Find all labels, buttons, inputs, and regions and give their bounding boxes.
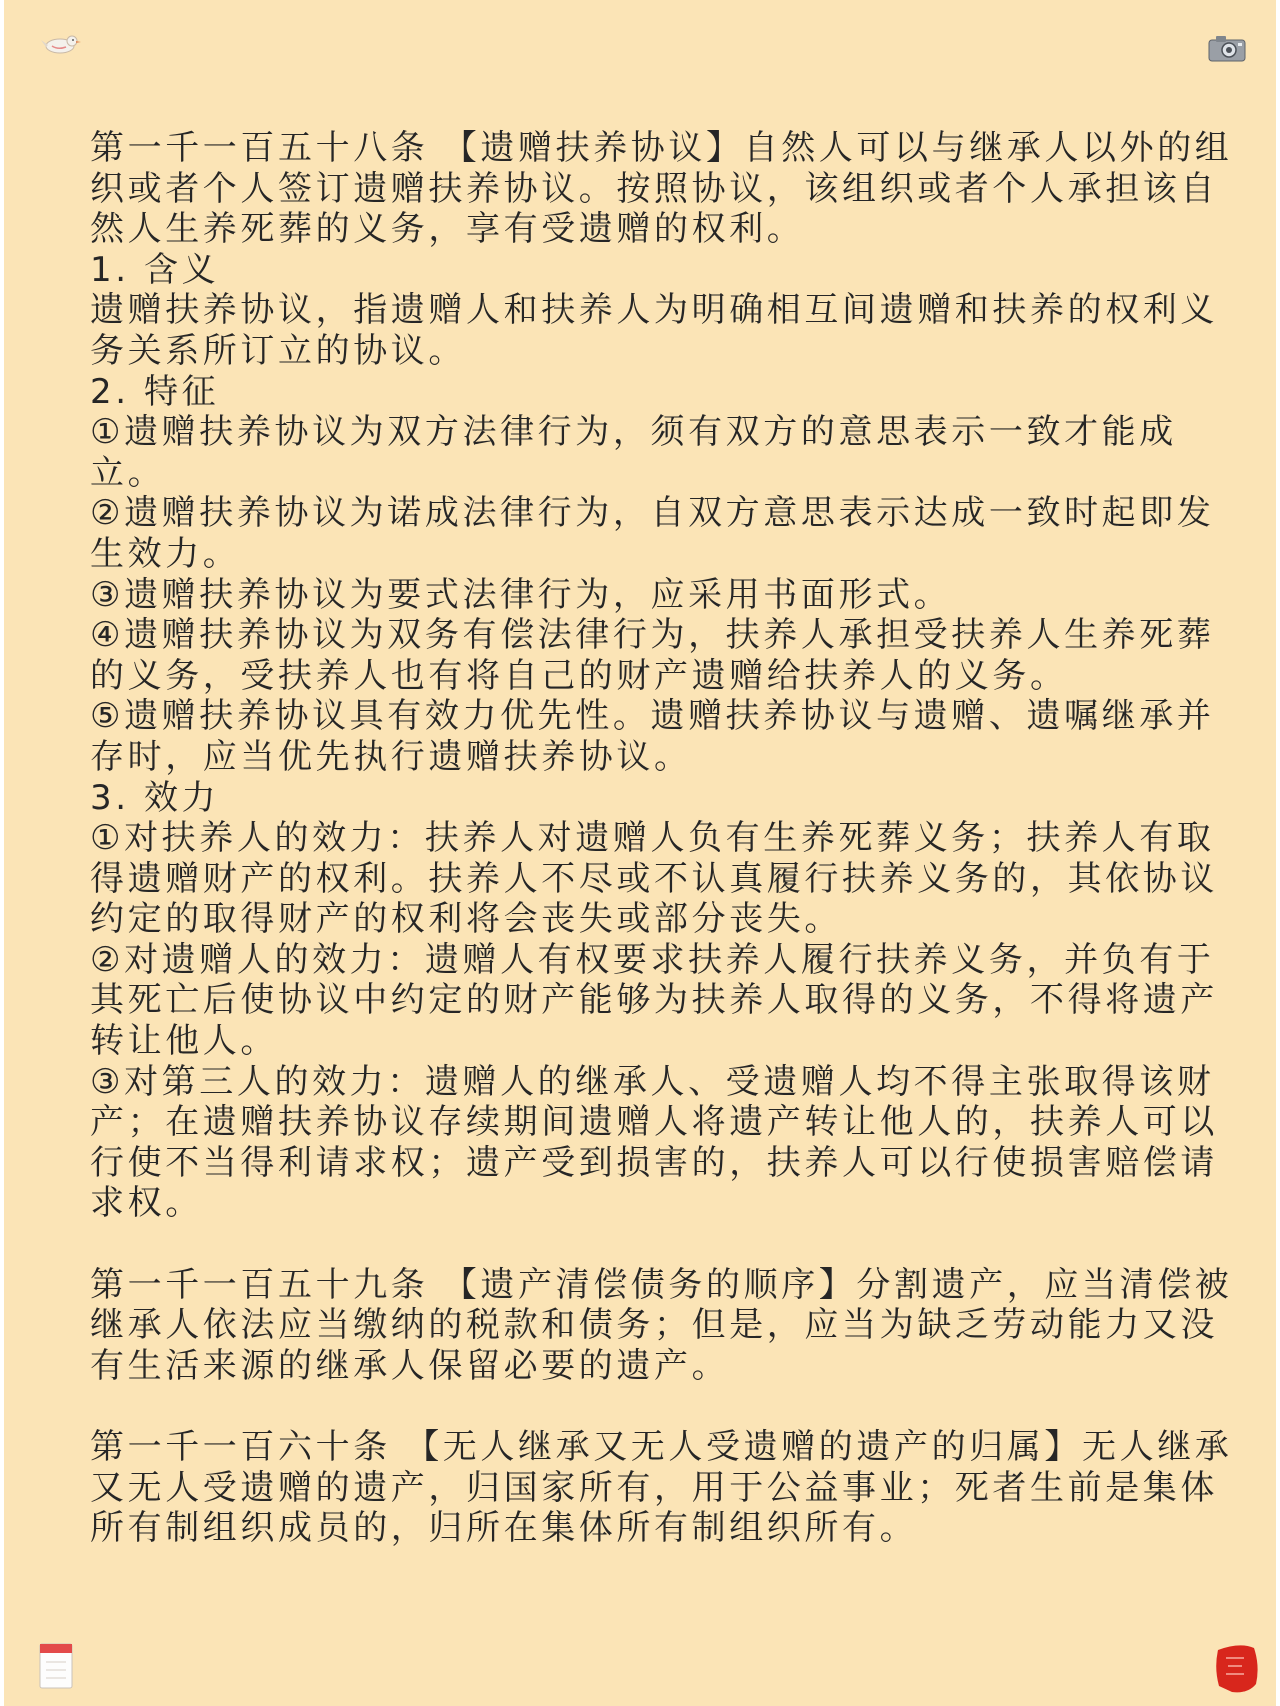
article-1158: 第一千一百五十八条 【遗赠扶养协议】自然人可以与继承人以外的组织或者个人签订遗赠扶养协议。按照协议，该组织或者个人承担该自然人生养死葬的义务，享有受遗赠的权利。	[90, 128, 1233, 250]
effect-item-3: ③对第三人的效力：遗赠人的继承人、受遗赠人均不得主张取得该财产；在遗赠扶养协议存续期间遗赠人将遗产转让他人的，扶养人可以行使不当得利请求权；遗产受到损害的，扶养人可以行使损害赔偿请求权。	[90, 1061, 1218, 1224]
paragraph-spacer	[90, 1386, 1240, 1427]
heading-effect: 3. 效力	[90, 777, 220, 818]
bird-sticker-icon	[38, 30, 82, 58]
article-1160: 第一千一百六十条 【无人继承又无人受遗赠的遗产的归属】无人继承又无人受遗赠的遗产，归国家所有，用于公益事业；死者生前是集体所有制组织成员的，归所在集体所有制组织所有。	[90, 1427, 1233, 1549]
feature-item-2: ②遗赠扶养协议为诺成法律行为，自双方意思表示达成一致时起即发生效力。	[90, 493, 1215, 574]
feature-item-4: ④遗赠扶养协议为双务有偿法律行为，扶养人承担受扶养人生养死葬的义务，受扶养人也有将自己的财产遗赠给扶养人的义务。	[90, 615, 1215, 696]
document-body	[90, 128, 1240, 1549]
article-1159: 第一千一百五十九条 【遗产清偿债务的顺序】分割遗产，应当清偿被继承人依法应当缴纳的税款和债务；但是，应当为缺乏劳动能力又没有生活来源的继承人保留必要的遗产。	[90, 1264, 1233, 1386]
effect-item-1: ①对扶养人的效力：扶养人对遗赠人负有生养死葬义务；扶养人有取得遗赠财产的权利。扶养人不尽或不认真履行扶养义务的，其依协议约定的取得财产的权利将会丧失或部分丧失。	[90, 818, 1218, 940]
heading-features: 2. 特征	[90, 371, 220, 412]
feature-item-5: ⑤遗赠扶养协议具有效力优先性。遗赠扶养协议与遗赠、遗嘱继承并存时，应当优先执行遗赠扶养协议。	[90, 696, 1215, 777]
paragraph-spacer	[90, 1224, 1240, 1265]
note-page	[4, 0, 1276, 1706]
feature-item-3: ③遗赠扶养协议为要式法律行为，应采用书面形式。	[90, 574, 952, 615]
effect-item-2: ②对遗赠人的效力：遗赠人有权要求扶养人履行扶养义务，并负有于其死亡后使协议中约定的财产能够为扶养人取得的义务，不得将遗产转让他人。	[90, 939, 1218, 1062]
meaning-text: 遗赠扶养协议，指遗赠人和扶养人为明确相互间遗赠和扶养的权利义务关系所订立的协议。	[90, 290, 1218, 371]
red-stamp-icon	[1210, 1640, 1260, 1696]
feature-item-1: ①遗赠扶养协议为双方法律行为，须有双方的意思表示一致才能成立。	[90, 412, 1177, 493]
camera-sticker-icon	[1207, 33, 1247, 63]
heading-meaning: 1. 含义	[90, 249, 220, 290]
notebook-sticker-icon	[34, 1640, 76, 1692]
